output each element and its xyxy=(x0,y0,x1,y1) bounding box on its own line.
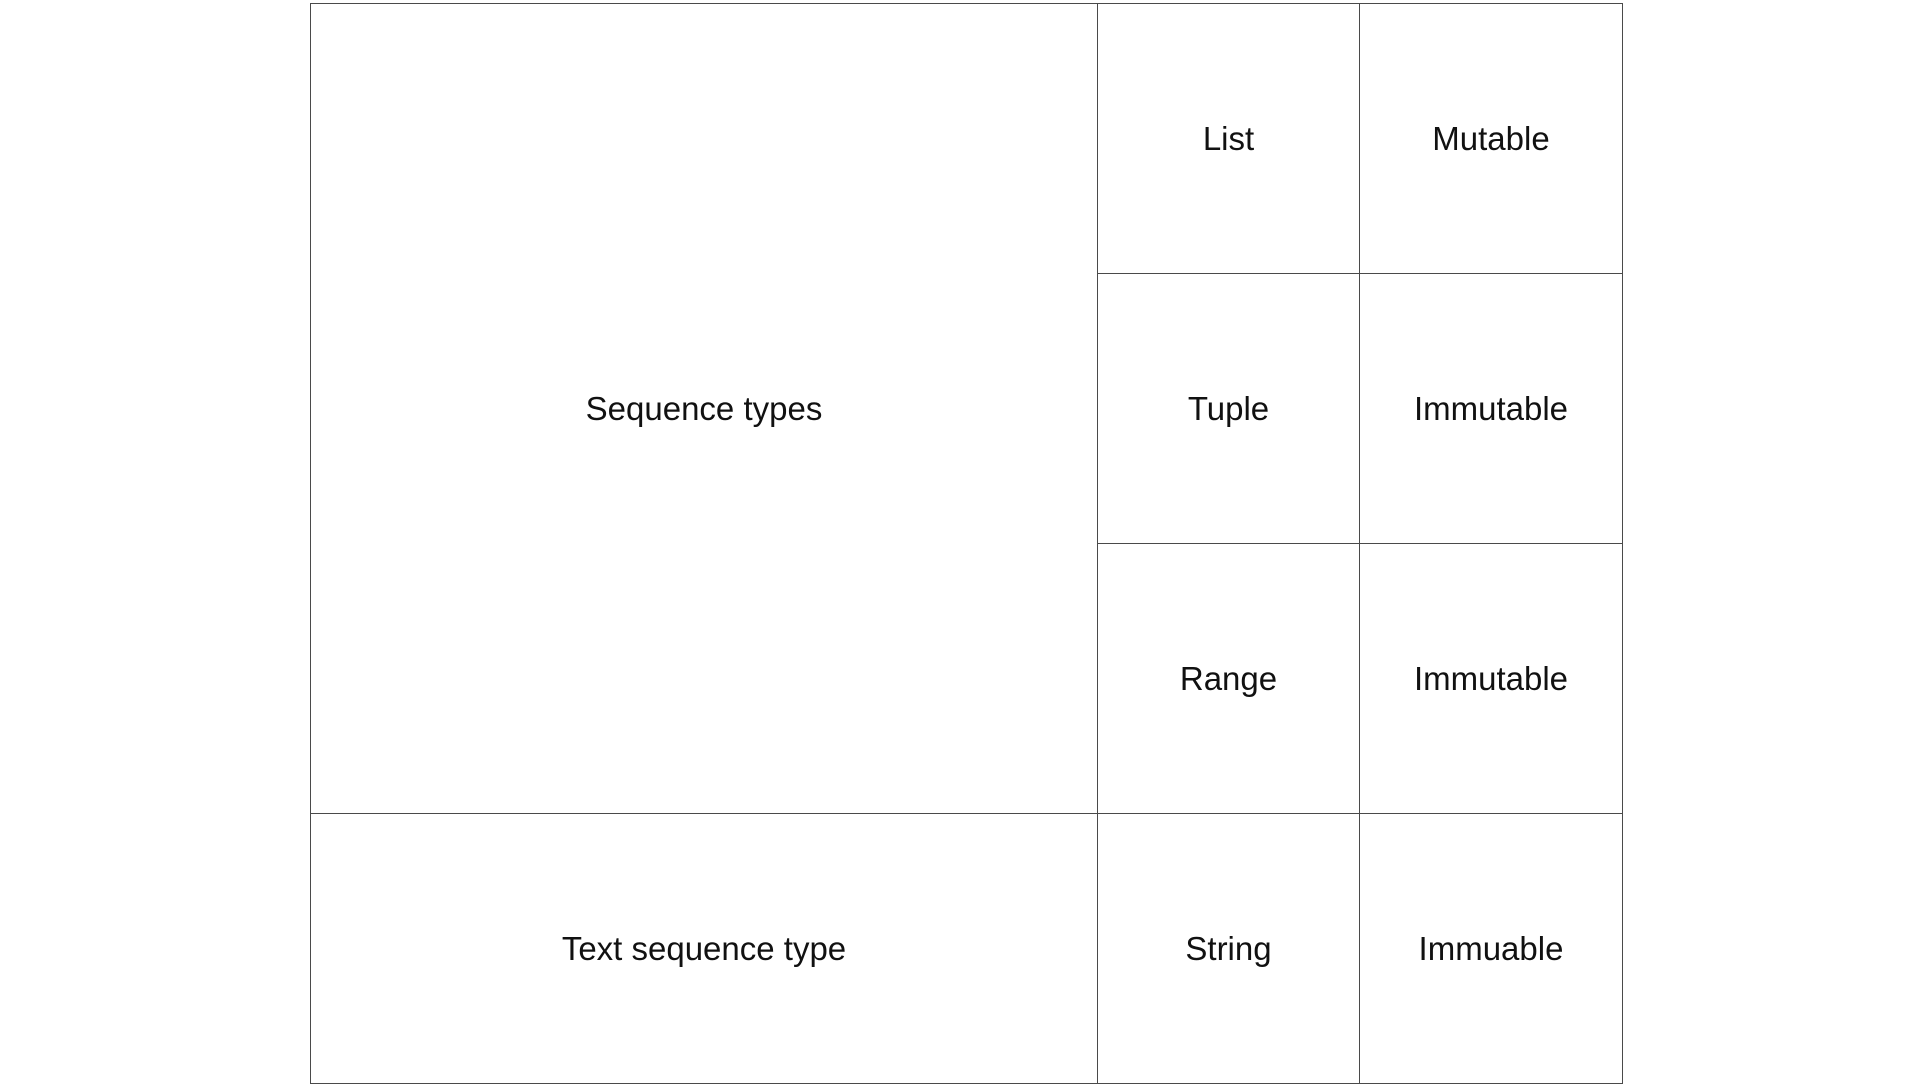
category-cell: Text sequence type xyxy=(311,814,1098,1084)
category-cell: Sequence types xyxy=(311,4,1098,814)
mutability-cell: Immutable xyxy=(1360,544,1623,814)
table-row xyxy=(311,4,1623,274)
type-cell: String xyxy=(1098,814,1360,1084)
type-cell: List xyxy=(1098,4,1360,274)
table-row xyxy=(311,814,1623,1084)
mutability-cell: Immuable xyxy=(1360,814,1623,1084)
type-cell: Range xyxy=(1098,544,1360,814)
mutability-cell: Mutable xyxy=(1360,4,1623,274)
sequence-types-table xyxy=(310,3,1623,1084)
type-cell: Tuple xyxy=(1098,274,1360,544)
mutability-cell: Immutable xyxy=(1360,274,1623,544)
